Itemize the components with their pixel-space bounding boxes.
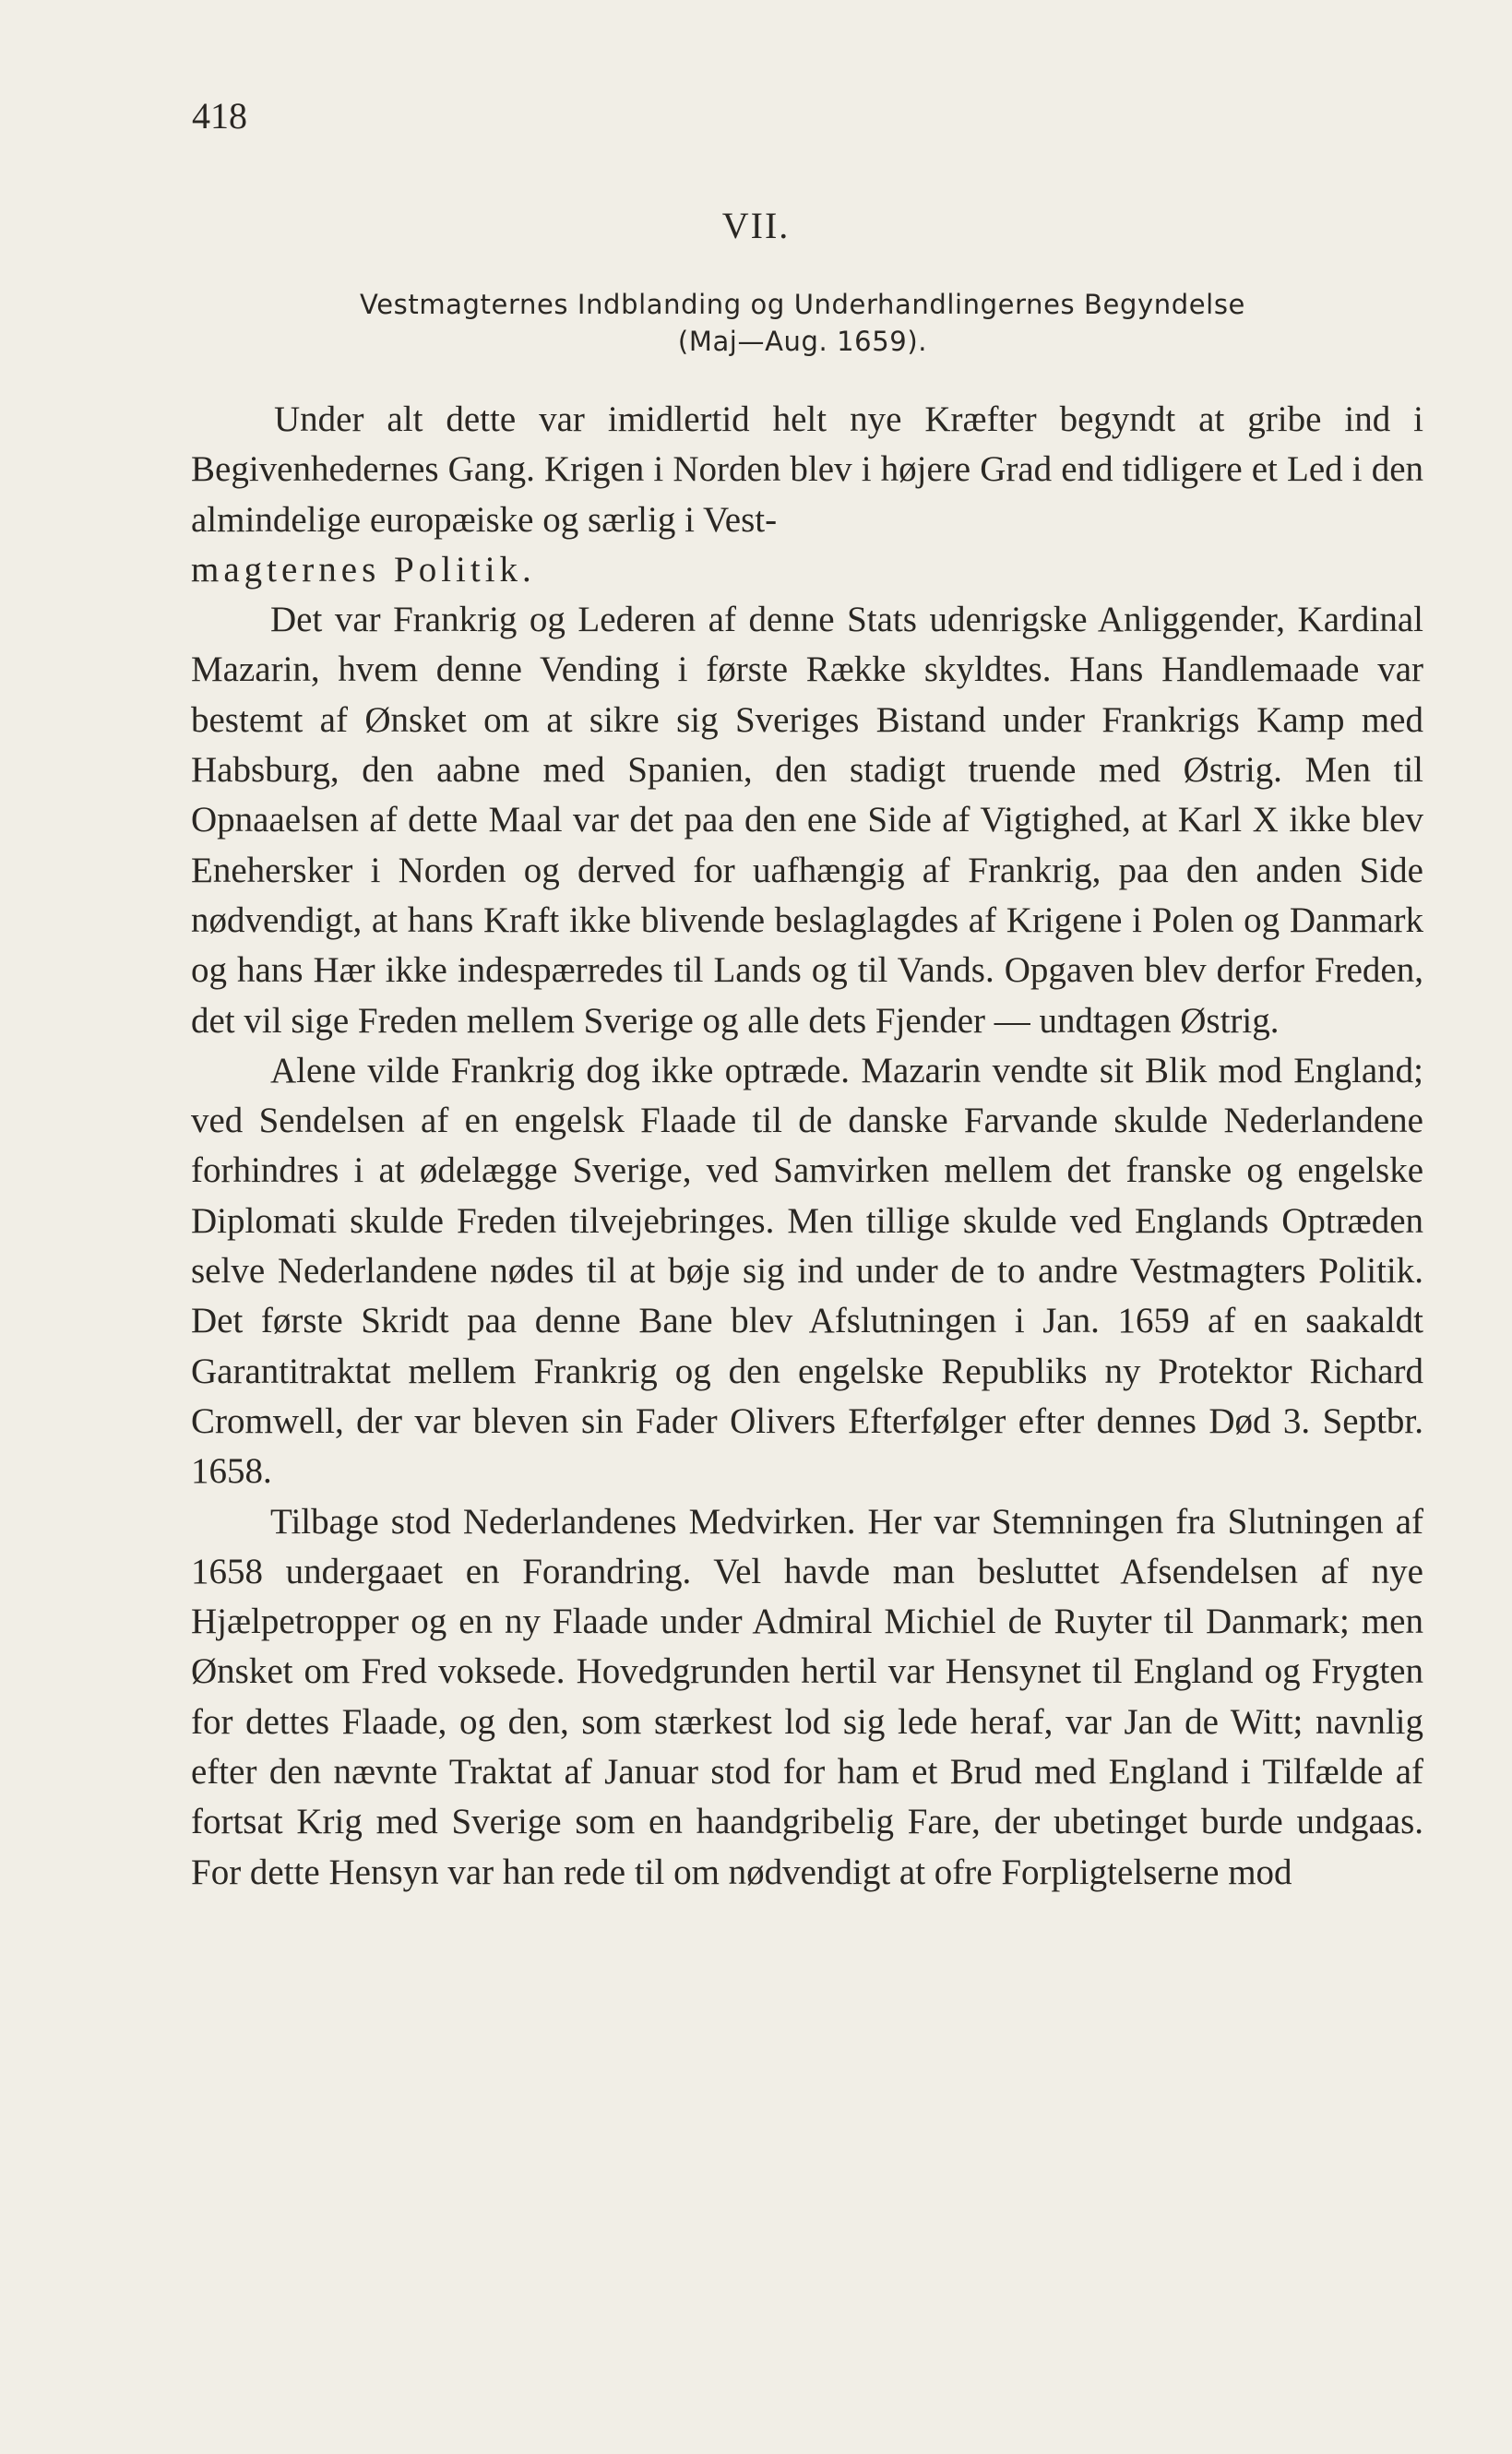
- paragraph-1: [191, 395, 1423, 595]
- chapter-heading-line-2: (Maj—Aug. 1659).: [677, 326, 928, 357]
- paragraph-2: Det var Frankrig og Lederen af denne Stats udenrigske Anliggender, Kardinal Mazarin, hvem denne Vending i første Række skyldtes. Hans Handlemaade var bestemt af Ønsket om at sikre sig Sveriges Bistand under Frankrigs Kamp med Habsburg, den aabne med Spanien, den stadigt truende med Østrig. Men til Opnaaelsen af dette Maal var det paa den ene Side af Vigtighed, at Karl X ikke blev Enehersker i Norden og derved for uafhængig af Frankrig, paa den anden Side nødvendigt, at hans Kraft ikke blivende beslaglagdes af Krigene i Polen og Danmark og hans Hær ikke indespærredes til Lands og til Vands. Opgaven blev derfor Freden, det vil sige Freden mellem Sverige og alle dets Fjender — undtagen Østrig.: [191, 600, 1423, 1041]
- page-number: 418: [192, 95, 247, 137]
- chapter-numeral: VII.: [721, 205, 791, 246]
- paragraph-3: Alene vilde Frankrig dog ikke optræde. Mazarin vendte sit Blik mod England; ved Sendelsen af en engelsk Flaade til de danske Farvande skulde Nederlandene forhindres i at ødelægge Sverige, ved Samvirken mellem det franske og engelske Diplomati skulde Freden tilvejebringes. Men tillige skulde ved Englands Optræden selve Nederlandene nødes til at bøje sig ind under de to andre Vestmagters Politik. Det første Skridt paa denne Bane blev Afslutningen i Jan. 1659 af en saakaldt Garantitraktat mellem Frankrig og den engelske Republiks ny Protektor Richard Cromwell, der var bleven sin Fader Olivers Efterfølger efter dennes Død 3. Septbr. 1658.: [191, 1050, 1423, 1492]
- paragraph-4: Tilbage stod Nederlandenes Medvirken. Her var Stemningen fra Slutningen af 1658 undergaaet en Forandring. Vel havde man besluttet Afsendelsen af nye Hjælpetropper og en ny Flaade under Admiral Michiel de Ruyter til Danmark; men Ønsket om Fred voksede. Hovedgrunden hertil var Hensynet til England og Frygten for dettes Flaade, og den, som stærkest lod sig lede heraf, var Jan de Witt; navnlig efter den nævnte Traktat af Januar stod for ham et Brud med England i Tilfælde af fortsat Krig med Sverige som en haandgribelig Fare, der ubetinget burde undgaas. For dette Hensyn var han rede til om nødvendigt at ofre Forpligtelserne mod: [191, 1501, 1423, 1892]
- chapter-heading-line-1: Vestmagternes Indblanding og Underhandlingernes Begyndelse: [360, 289, 1245, 320]
- paragraph-1-text: Under alt dette var imidlertid helt nye Kræfter begyndt at gribe ind i Begivenhedernes Gang. Krigen i Norden blev i højere Grad end tidligere et Led i den almindelige europæiske og særlig i Vest-: [191, 399, 1423, 540]
- paragraph-1-spaced-text: magternes Politik.: [191, 549, 536, 590]
- chapter-heading: [185, 286, 1421, 360]
- body-text: [191, 395, 1423, 1898]
